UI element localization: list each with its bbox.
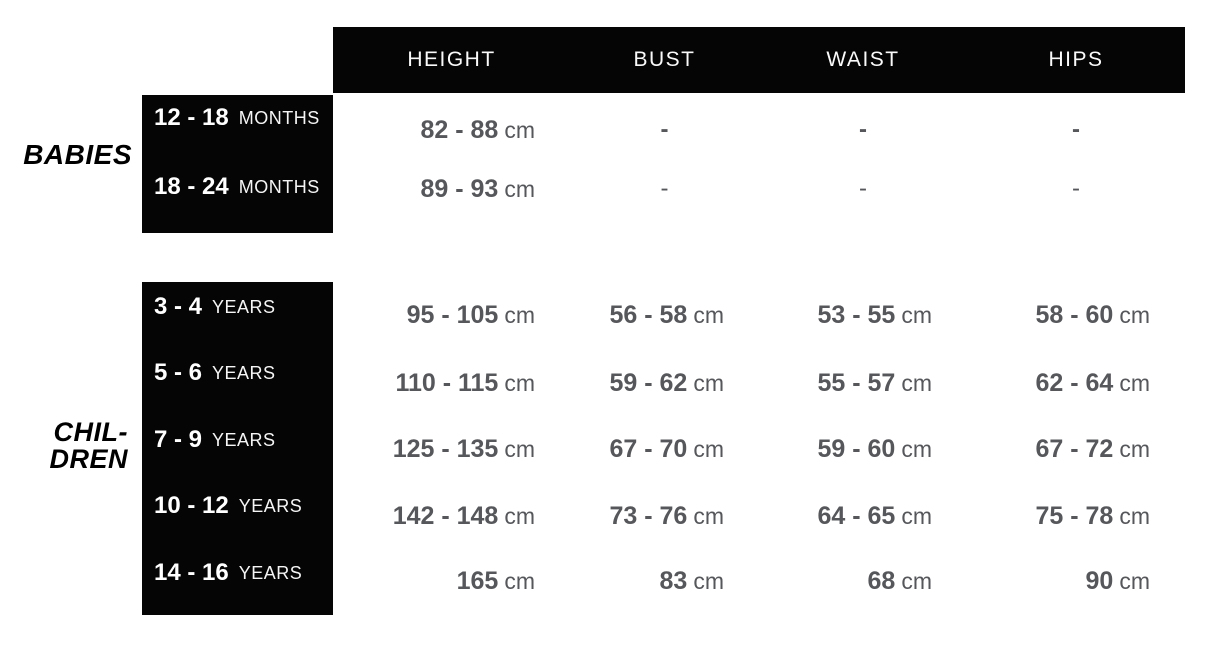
children-size-row	[154, 425, 276, 455]
waist-value: 68	[867, 566, 896, 595]
unit-label: cm	[901, 435, 932, 462]
unit-label: cm	[901, 567, 932, 594]
section-label-children-line1: CHIL-	[53, 417, 128, 447]
bust-value: 59 - 62	[609, 368, 688, 397]
hips-cell	[967, 369, 1185, 398]
size-range: 14 - 16	[154, 559, 229, 586]
dash-placeholder: -	[859, 116, 867, 143]
babies-size-row	[154, 172, 320, 202]
header-hips: HIPS	[1048, 48, 1104, 71]
unit-label: cm	[693, 567, 724, 594]
measurement-row	[333, 174, 1185, 204]
bust-value: 56 - 58	[609, 300, 688, 329]
hips-cell	[967, 175, 1185, 203]
measurement-row	[333, 115, 1185, 145]
height-value: 110 - 115	[395, 368, 499, 397]
unit-label: cm	[901, 301, 932, 328]
size-range: 5 - 6	[154, 359, 203, 386]
waist-cell	[759, 567, 967, 596]
hips-value: 67 - 72	[1035, 434, 1114, 463]
waist-value: 53 - 55	[817, 300, 896, 329]
dash-placeholder: -	[660, 116, 669, 143]
hips-cell	[967, 435, 1185, 464]
children-size-row	[154, 292, 276, 322]
size-unit-word: YEARS	[238, 562, 303, 583]
height-cell	[333, 502, 570, 531]
bust-cell	[570, 301, 759, 330]
section-label-babies: BABIES	[23, 139, 132, 170]
size-range: 18 - 24	[154, 173, 229, 200]
measurement-row	[333, 368, 1185, 398]
unit-label: cm	[504, 301, 535, 328]
table-header	[333, 27, 1185, 93]
header-waist: WAIST	[826, 48, 900, 71]
waist-cell	[759, 369, 967, 398]
size-range: 3 - 4	[154, 293, 203, 320]
height-cell	[333, 116, 570, 145]
bust-value: 73 - 76	[609, 501, 688, 530]
size-unit-word: YEARS	[212, 362, 276, 383]
unit-label: cm	[901, 502, 932, 529]
unit-label: cm	[1119, 567, 1150, 594]
size-unit-word: MONTHS	[238, 176, 320, 197]
size-range: 10 - 12	[154, 492, 229, 519]
header-height: HEIGHT	[407, 48, 496, 71]
unit-label: cm	[693, 369, 724, 396]
hips-cell	[967, 301, 1185, 330]
bust-cell	[570, 175, 759, 203]
children-size-row	[154, 491, 302, 521]
children-size-box	[142, 282, 333, 615]
babies-size-row	[154, 103, 320, 133]
unit-label: cm	[504, 435, 535, 462]
waist-value: 59 - 60	[817, 434, 896, 463]
dash-placeholder: -	[1072, 175, 1080, 202]
bust-cell	[570, 435, 759, 464]
height-value: 95 - 105	[406, 300, 499, 329]
size-range: 12 - 18	[154, 104, 229, 131]
bust-cell	[570, 116, 759, 144]
unit-label: cm	[693, 301, 724, 328]
hips-value: 90	[1085, 566, 1114, 595]
waist-cell	[759, 502, 967, 531]
unit-label: cm	[1119, 435, 1150, 462]
hips-cell	[967, 116, 1185, 144]
measurement-row	[333, 566, 1185, 596]
measurement-row	[333, 501, 1185, 531]
babies-size-box	[142, 95, 333, 233]
height-value: 142 - 148	[392, 501, 499, 530]
waist-cell	[759, 175, 967, 203]
dash-placeholder: -	[1072, 116, 1080, 143]
unit-label: cm	[1119, 301, 1150, 328]
hips-value: 58 - 60	[1035, 300, 1114, 329]
waist-cell	[759, 116, 967, 144]
size-unit-word: YEARS	[238, 495, 303, 516]
unit-label: cm	[1119, 369, 1150, 396]
height-value: 89 - 93	[420, 174, 499, 203]
unit-label: cm	[504, 116, 535, 143]
unit-label: cm	[693, 502, 724, 529]
size-range: 7 - 9	[154, 426, 203, 453]
bust-cell	[570, 567, 759, 596]
bust-value: 67 - 70	[609, 434, 688, 463]
bust-cell	[570, 369, 759, 398]
waist-value: 55 - 57	[817, 368, 896, 397]
children-size-row	[154, 558, 302, 588]
dash-placeholder: -	[660, 175, 669, 202]
section-label-children	[10, 419, 128, 473]
height-cell	[333, 369, 570, 398]
children-size-row	[154, 358, 276, 388]
unit-label: cm	[504, 567, 535, 594]
size-unit-word: MONTHS	[238, 107, 320, 128]
waist-cell	[759, 435, 967, 464]
hips-cell	[967, 567, 1185, 596]
unit-label: cm	[504, 175, 535, 202]
unit-label: cm	[1119, 502, 1150, 529]
size-unit-word: YEARS	[212, 429, 276, 450]
height-cell	[333, 435, 570, 464]
bust-value: 83	[659, 566, 688, 595]
unit-label: cm	[901, 369, 932, 396]
height-cell	[333, 301, 570, 330]
height-value: 125 - 135	[392, 434, 499, 463]
hips-value: 75 - 78	[1035, 501, 1114, 530]
header-bust: BUST	[633, 48, 696, 71]
waist-cell	[759, 301, 967, 330]
hips-value: 62 - 64	[1035, 368, 1114, 397]
size-unit-word: YEARS	[212, 296, 276, 317]
height-value: 165	[456, 566, 499, 595]
hips-cell	[967, 502, 1185, 531]
bust-cell	[570, 502, 759, 531]
unit-label: cm	[504, 502, 535, 529]
section-label-children-line2: DREN	[49, 444, 128, 474]
height-cell	[333, 567, 570, 596]
unit-label: cm	[504, 369, 535, 396]
height-value: 82 - 88	[420, 115, 499, 144]
unit-label: cm	[693, 435, 724, 462]
waist-value: 64 - 65	[817, 501, 896, 530]
measurement-row	[333, 300, 1185, 330]
measurement-row	[333, 434, 1185, 464]
dash-placeholder: -	[859, 175, 867, 202]
height-cell	[333, 175, 570, 204]
